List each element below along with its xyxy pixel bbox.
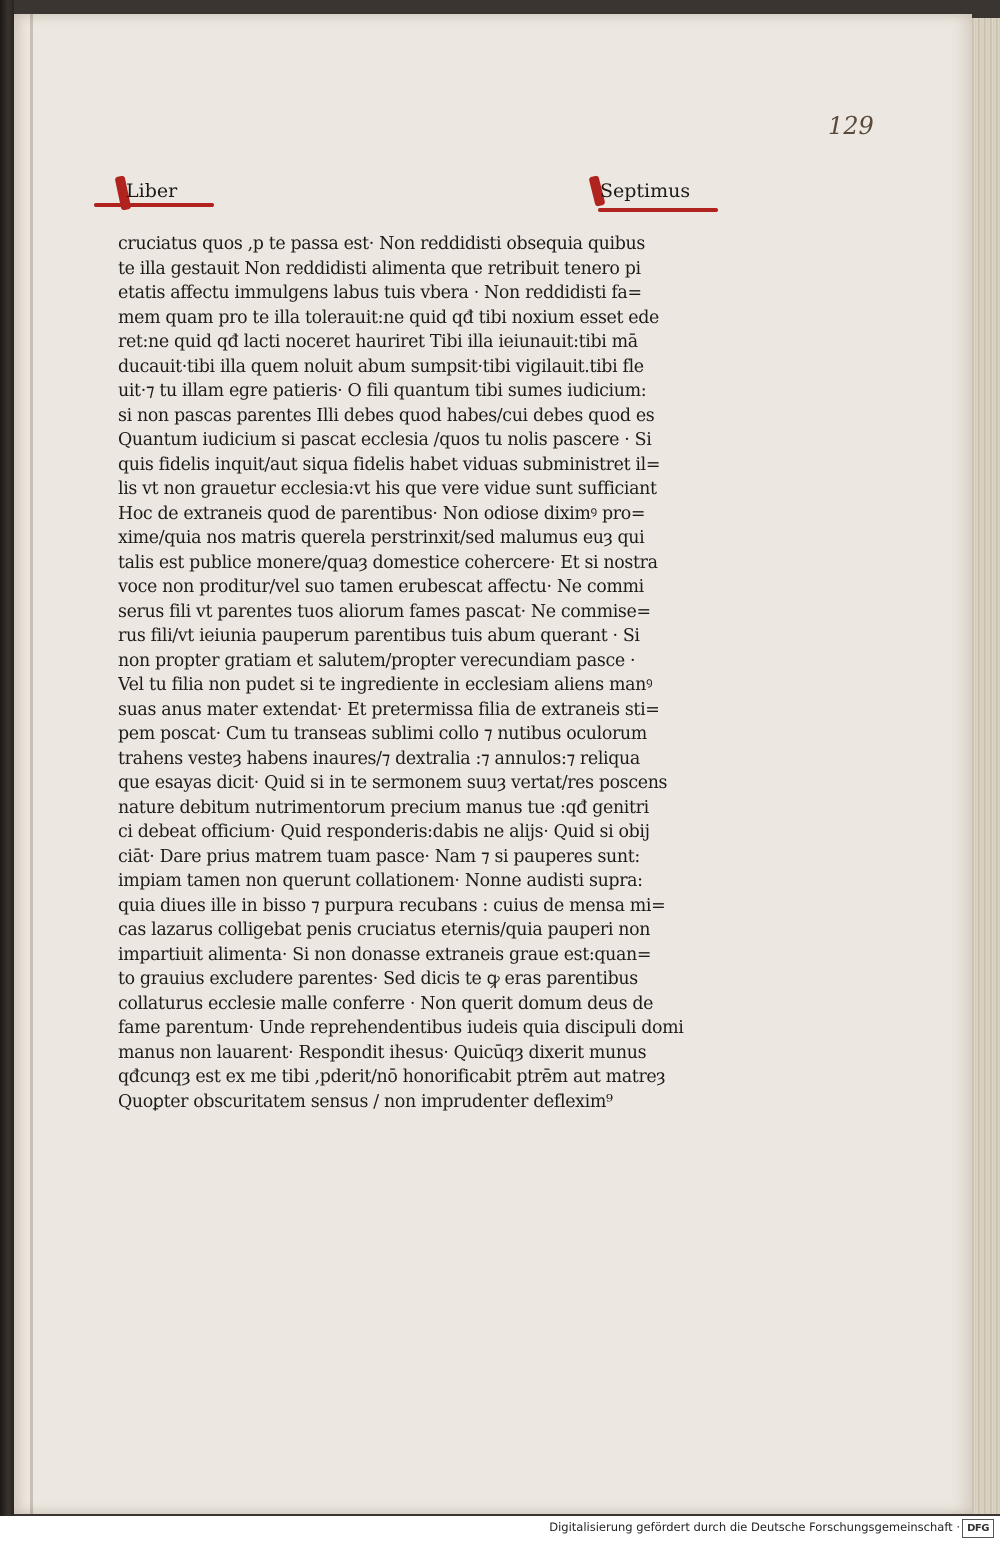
text-line: quis fidelis inquit/aut siqua fidelis habet viduas subministret il=: [118, 454, 661, 475]
text-line: ducauit·tibi illa quem noluit abum sumpsit·tibi vigilauit.tibi fle: [118, 356, 644, 377]
text-line: xime/quia nos matris querela perstrinxit/sed malumus euȝ qui: [118, 528, 645, 548]
text-line: voce non proditur/vel suo tamen erubescat affectu· Ne commi: [118, 577, 644, 597]
text-line: ret:ne quid qđ lacti noceret hauriret Tibi illa ieiunauit:tibi mā: [118, 332, 638, 352]
text-line: serus fili vt parentes tuos aliorum fames pascat· Ne commise=: [118, 601, 651, 622]
text-line: trahens vesteȝ habens inaures/⁊ dextralia :⁊ annulos:⁊ reliqua: [118, 748, 640, 769]
text-line: te illa gestauit Non reddidisti alimenta que retribuit tenero pi: [118, 258, 641, 279]
page-stack-edge: [970, 18, 1000, 1514]
body-text-column: [118, 232, 696, 1114]
dfg-logo: DFG: [962, 1519, 994, 1538]
folio-number: 129: [828, 112, 874, 140]
text-line: quia diues ille in bisso ⁊ purpura recubans : cuius de mensa mi=: [118, 895, 666, 916]
text-line: rus fili/vt ieiunia pauperum parentibus tuis abum querant · Si: [118, 626, 640, 646]
text-line: impiam tamen non querunt collationem· Nonne audisti supra:: [118, 871, 643, 891]
running-head-left: Liber: [126, 180, 178, 202]
text-line: Quantum iudicium si pascat ecclesia /quos tu nolis pascere · Si: [118, 430, 652, 450]
text-line: manus non lauarent· Respondit ihesus· Quicūqȝ dixerit munus: [118, 1042, 647, 1063]
text-line: cas lazarus colligebat penis cruciatus eternis/quia pauperi non: [118, 920, 651, 940]
text-line: Hoc de extraneis quod de parentibus· Non odiose diximꝰ pro=: [118, 503, 646, 524]
text-line: to grauius excludere parentes· Sed dicis te ꝙ eras parentibus: [118, 969, 638, 989]
text-line: cruciatus quos ,p te passa est· Non reddidisti obsequia quibus: [118, 234, 645, 254]
text-line: etatis affectu immulgens labus tuis vbera · Non reddidisti fa=: [118, 283, 642, 303]
text-line: collaturus ecclesie malle conferre · Non querit domum deus de: [118, 993, 654, 1014]
text-line: mem quam pro te illa tolerauit:ne quid qđ tibi noxium esset ede: [118, 307, 659, 328]
text-line: non propter gratiam et salutem/propter verecundiam pasce ·: [118, 650, 636, 671]
funding-credit: Digitalisierung gefördert durch die Deutsche Forschungsgemeinschaft ·: [549, 1520, 960, 1534]
text-line: ci debeat officium· Quid responderis:dabis ne alijs· Quid si obij: [118, 822, 650, 842]
text-line: pem poscat· Cum tu transeas sublimi collo ⁊ nutibus oculorum: [118, 724, 647, 744]
text-line: Quoꝑter obscuritatem sensus / non imprudenter deflexim⁹: [118, 1091, 613, 1112]
text-line: Vel tu filia non pudet si te ingrediente in ecclesiam aliens manꝰ: [118, 675, 653, 695]
text-line: impartiuit alimenta· Si non donasse extraneis graue est:quan=: [118, 944, 652, 965]
running-head-right: Septimus: [600, 180, 691, 202]
text-line: suas anus mater extendat· Et pretermissa filia de extraneis sti=: [118, 699, 660, 720]
footer-bar: [0, 1516, 1000, 1541]
text-line: talis est publice monere/quaȝ domestice cohercere· Et si nostra: [118, 552, 658, 573]
rubric-flourish-right: [598, 208, 718, 212]
text-line: nature debitum nutrimentorum precium manus tue :qđ genitri: [118, 797, 649, 818]
text-line: que esayas dicit· Quid si in te sermonem suuȝ vertat/res poscens: [118, 773, 668, 793]
text-line: fame parentum· Unde reprehendentibus iudeis quia discipuli domi: [118, 1018, 684, 1038]
rubric-flourish-left: [94, 203, 214, 207]
text-line: si non pascas parentes Illi debes quod habes/cui debes quod es: [118, 405, 655, 426]
book-spine-edge: [0, 0, 14, 1541]
text-line: ciāt· Dare prius matrem tuam pasce· Nam ⁊ si pauperes sunt:: [118, 846, 640, 867]
text-line: uit·⁊ tu illam egre patieris· O fili quantum tibi sumes iudicium:: [118, 381, 647, 401]
gutter-shadow: [30, 14, 33, 1514]
text-line: qđcunqȝ est ex me tibi ,pderit/nō honorificabit ptrēm aut matreȝ: [118, 1067, 666, 1087]
text-line: lis vt non grauetur ecclesia:vt his que vere vidue sunt sufficiant: [118, 479, 657, 499]
